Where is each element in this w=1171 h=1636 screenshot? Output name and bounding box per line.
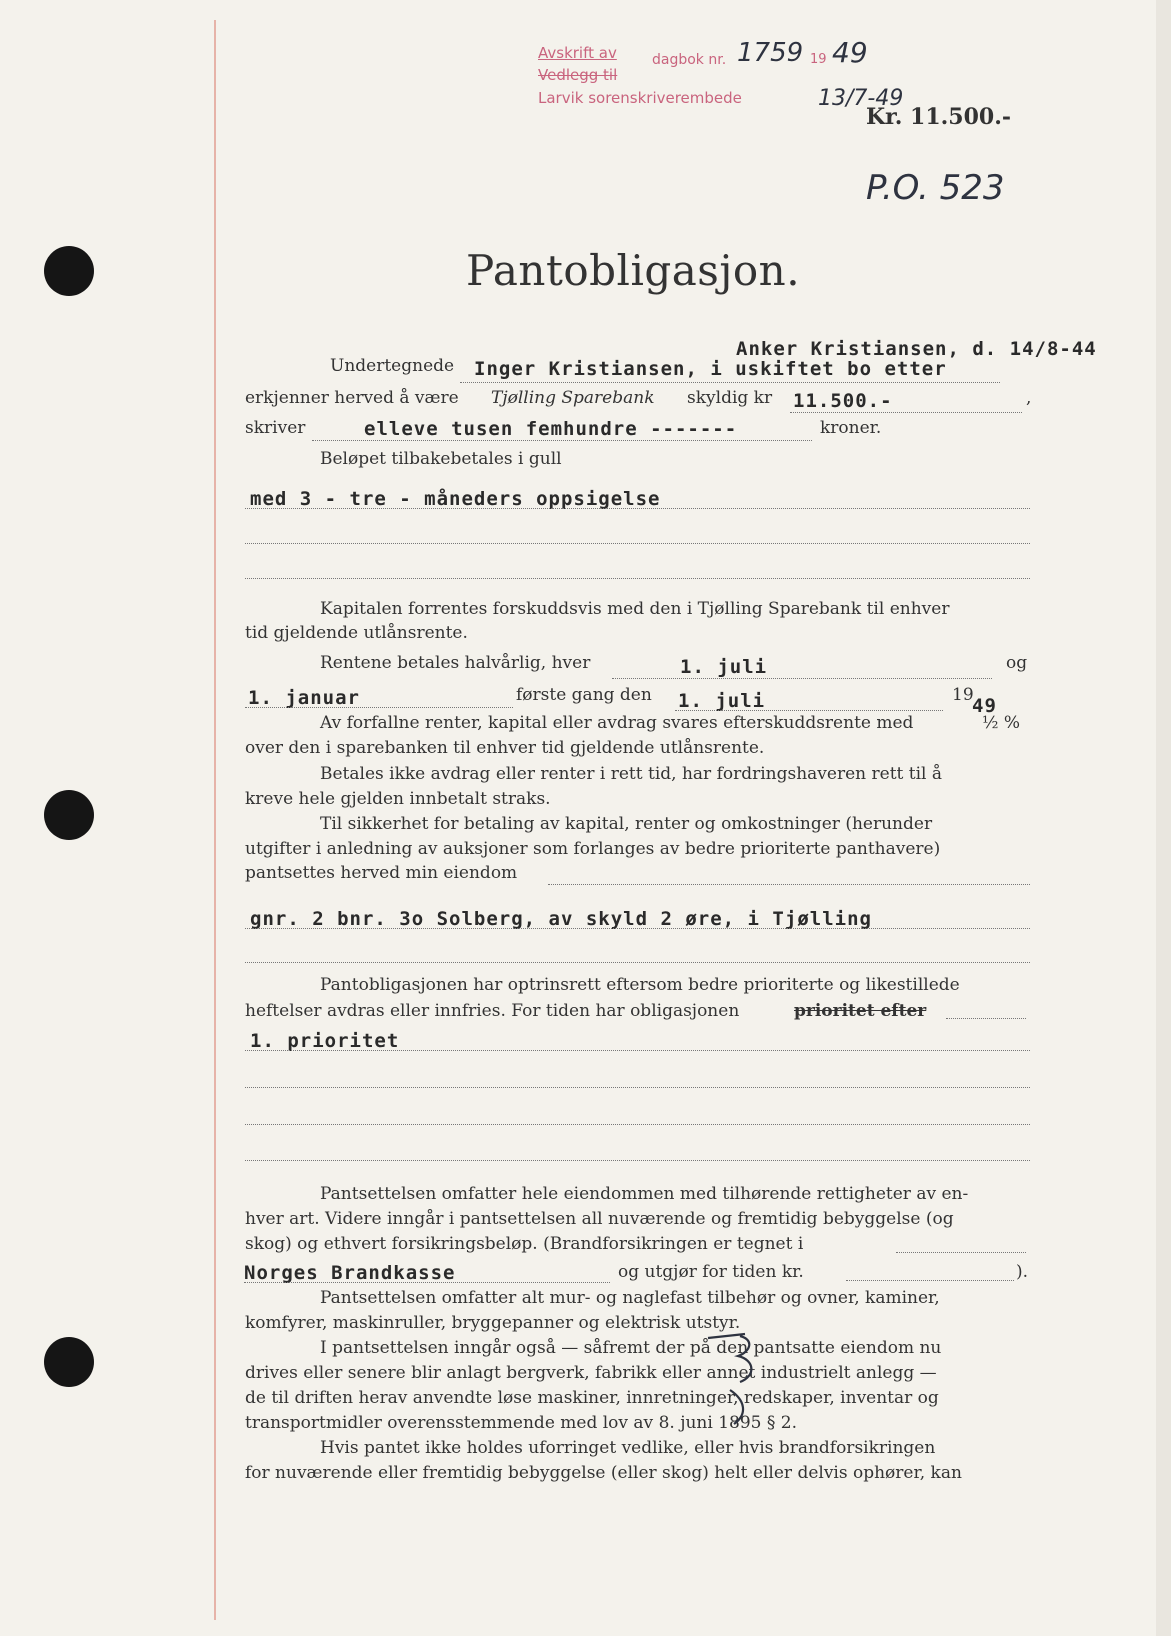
- creditor-name: Tjølling Sparebank: [491, 388, 655, 408]
- dotted-line: [612, 678, 992, 679]
- undertegnede-label: Undertegnede: [330, 356, 455, 376]
- skriver-label: skriver: [245, 418, 306, 438]
- til-line-1: Til sikkerhet for betaling av kapital, renter og omkostninger (herunder: [320, 814, 933, 834]
- stamp-year-prefix: 19: [810, 52, 827, 67]
- dotted-line: [245, 508, 1030, 509]
- handwritten-dagbok-number: 1759: [737, 38, 804, 68]
- industri-line-2: drives eller senere blir anlagt bergverk, fabrikk eller annet industrielt anlegg —: [245, 1363, 937, 1383]
- dotted-line: [245, 1087, 1030, 1088]
- comma: ,: [1026, 388, 1032, 408]
- interest-date-1: 1. juli: [680, 656, 768, 678]
- interest-rate: ½ %: [982, 713, 1021, 733]
- year-49: 49: [972, 695, 997, 717]
- pants-line-1: Pantsettelsen omfatter hele eiendommen med tilhørende rettigheter av en-: [320, 1184, 969, 1204]
- header-amount: Kr. 11.500.-: [866, 104, 1011, 130]
- amount-digits: 11.500.-: [793, 390, 893, 412]
- punch-hole-top: [44, 246, 94, 296]
- dotted-line: [846, 1280, 1014, 1281]
- dotted-line: [245, 1124, 1030, 1125]
- stamp-vedlegg: Vedlegg til: [538, 66, 618, 84]
- dotted-line: [312, 440, 812, 441]
- margin-rule: [214, 20, 216, 1620]
- og-utgjor-label: og utgjør for tiden kr.: [618, 1262, 804, 1282]
- stamp-court: Larvik sorenskriverembede: [538, 89, 742, 107]
- page-edge: [1156, 0, 1171, 1636]
- dotted-line: [245, 962, 1030, 963]
- kapitalen-line-2: tid gjeldende utlånsrente.: [245, 623, 468, 643]
- kroner-label: kroner.: [820, 418, 882, 438]
- handwritten-year: 49: [832, 36, 868, 69]
- over-den: over den i sparebanken til enhver tid gjeldende utlånsrente.: [245, 738, 765, 758]
- name-line-above: Anker Kristiansen, d. 14/8-44: [736, 338, 1097, 360]
- dotted-line: [245, 543, 1030, 544]
- og-label: og: [1006, 653, 1028, 673]
- prioritet-struck: prioritet efter: [794, 1001, 927, 1021]
- punch-hole-bottom: [44, 1337, 94, 1387]
- page-title: Pantobligasjon.: [466, 246, 801, 295]
- dotted-line: [245, 578, 1030, 579]
- close-paren: ).: [1016, 1262, 1029, 1282]
- amount-words: elleve tusen femhundre -------: [364, 418, 738, 440]
- hvis-line-1: Hvis pantet ikke holdes uforringet vedlike, eller hvis brandforsikringen: [320, 1438, 936, 1458]
- dotted-line: [244, 1282, 610, 1283]
- interest-date-2: 1. januar: [248, 687, 360, 709]
- dotted-line: [245, 928, 1030, 929]
- repayment-terms: med 3 - tre - måneders oppsigelse: [250, 488, 661, 510]
- handwritten-correction-mark: [700, 1330, 790, 1430]
- til-line-3: pantsettes herved min eiendom: [245, 863, 518, 883]
- industri-line-4: transportmidler overensstemmende med lov av 8. juni 1895 § 2.: [245, 1413, 797, 1433]
- betales-line-1: Betales ikke avdrag eller renter i rett tid, har fordringshaveren rett til å: [320, 764, 943, 784]
- betales-line-2: kreve hele gjelden innbetalt straks.: [245, 789, 551, 809]
- insurer-name: Norges Brandkasse: [244, 1262, 456, 1284]
- dotted-line: [245, 707, 513, 708]
- first-payment-date: 1. juli: [678, 690, 766, 712]
- dotted-line: [245, 1050, 1030, 1051]
- kapitalen-line-1: Kapitalen forrentes forskuddsvis med den i Tjølling Sparebank til enhver: [320, 599, 950, 619]
- rentene-label: Rentene betales halvårlig, hver: [320, 653, 591, 673]
- stamp-dagbok: dagbok nr.: [652, 52, 727, 68]
- handwritten-reference: P.O. 523: [866, 168, 1005, 208]
- property-description: gnr. 2 bnr. 3o Solberg, av skyld 2 øre, i Tjølling: [250, 908, 872, 930]
- prioritet-line-1: Pantobligasjonen har optrinsrett eftersom bedre prioriterte og likestillede: [320, 975, 960, 995]
- pants-line-2: hver art. Videre inngår i pantsettelsen all nuværende og fremtidig bebyggelse (og: [245, 1209, 954, 1229]
- dotted-line: [790, 412, 1022, 413]
- av-forfallne: Av forfallne renter, kapital eller avdrag svares efterskuddsrente med: [320, 713, 914, 733]
- dotted-line: [675, 710, 943, 711]
- stamp-avskrift: Avskrift av: [538, 44, 617, 62]
- tilbehor-line-2: komfyrer, maskinruller, bryggepanner og elektrisk utstyr.: [245, 1313, 741, 1333]
- hvis-line-2: for nuværende eller fremtidig bebyggelse (eller skog) helt eller delvis ophører, kan: [245, 1463, 962, 1483]
- dotted-line: [896, 1252, 1026, 1253]
- dotted-line: [245, 1160, 1030, 1161]
- dotted-line: [548, 884, 1030, 885]
- industri-line-1: I pantsettelsen inngår også — såfremt der på den pantsatte eiendom nu: [320, 1338, 942, 1358]
- handwritten-date: 13/7-49: [818, 86, 904, 111]
- til-line-2: utgifter i anledning av auksjoner som forlanges av bedre prioriterte panthavere): [245, 839, 941, 859]
- debtor-name: Inger Kristiansen, i uskiftet bo etter: [474, 358, 947, 380]
- punch-hole-middle: [44, 790, 94, 840]
- forste-gang-label: første gang den: [516, 685, 652, 705]
- pants-line-3: skog) og ethvert forsikringsbeløp. (Brandforsikringen er tegnet i: [245, 1234, 804, 1254]
- dotted-line: [946, 1018, 1026, 1019]
- year-19: 19: [952, 685, 974, 705]
- dotted-line: [460, 382, 1000, 383]
- prioritet-value: 1. prioritet: [250, 1030, 400, 1052]
- tilbehor-line-1: Pantsettelsen omfatter alt mur- og naglefast tilbehør og ovner, kaminer,: [320, 1288, 940, 1308]
- belopet-label: Beløpet tilbakebetales i gull: [320, 449, 562, 469]
- industri-line-3: de til driften herav anvendte løse maskiner, innretninger, redskaper, inventar og: [245, 1388, 939, 1408]
- prioritet-line-2: heftelser avdras eller innfries. For tiden har obligasjonen: [245, 1001, 740, 1021]
- skyldig-label: skyldig kr: [687, 388, 773, 408]
- erkjenner-label: erkjenner herved å være: [245, 388, 459, 408]
